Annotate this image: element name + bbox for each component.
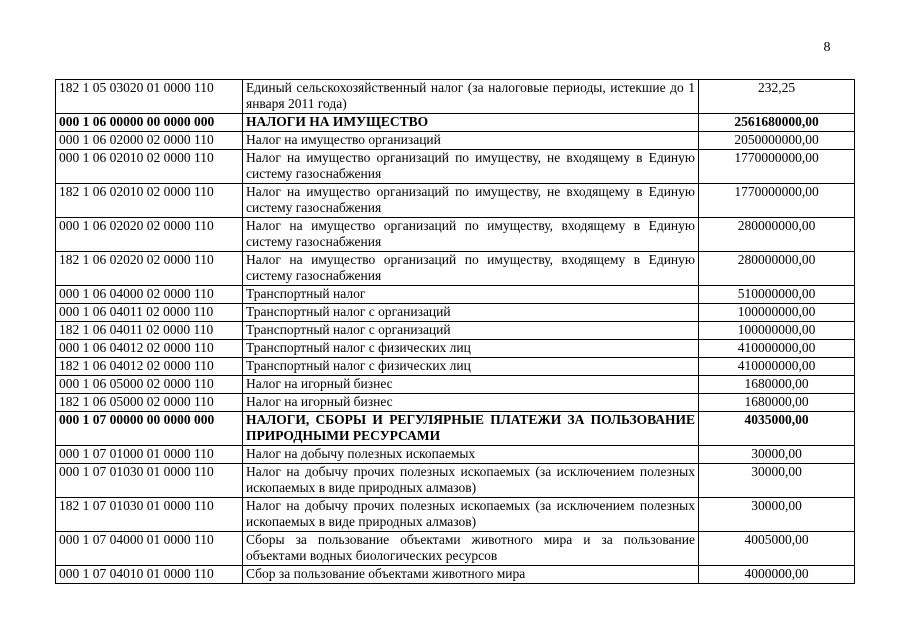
budget-table bbox=[55, 79, 855, 584]
table-row bbox=[56, 532, 855, 566]
amount-cell: 100000000,00 bbox=[699, 304, 855, 322]
item-name-cell: Сборы за пользование объектами животного мира и за пользование объектами водных биологических ресурсов bbox=[243, 532, 699, 566]
item-name-cell: Транспортный налог с физических лиц bbox=[243, 358, 699, 376]
amount-cell: 4005000,00 bbox=[699, 532, 855, 566]
table-row bbox=[56, 304, 855, 322]
amount-cell: 510000000,00 bbox=[699, 286, 855, 304]
amount-cell: 232,25 bbox=[699, 80, 855, 114]
budget-code-cell: 000 1 06 02000 02 0000 110 bbox=[56, 132, 243, 150]
table-row bbox=[56, 286, 855, 304]
amount-cell: 4000000,00 bbox=[699, 566, 855, 584]
amount-cell: 30000,00 bbox=[699, 446, 855, 464]
budget-code-cell: 182 1 06 05000 02 0000 110 bbox=[56, 394, 243, 412]
budget-code-cell: 000 1 06 02020 02 0000 110 bbox=[56, 218, 243, 252]
table-row bbox=[56, 412, 855, 446]
budget-code-cell: 182 1 07 01030 01 0000 110 bbox=[56, 498, 243, 532]
amount-cell: 410000000,00 bbox=[699, 358, 855, 376]
item-name-cell: Транспортный налог с организаций bbox=[243, 322, 699, 340]
table-row bbox=[56, 322, 855, 340]
amount-cell: 1680000,00 bbox=[699, 394, 855, 412]
budget-code-cell: 000 1 07 01000 01 0000 110 bbox=[56, 446, 243, 464]
item-name-cell: Налог на добычу полезных ископаемых bbox=[243, 446, 699, 464]
budget-code-cell: 182 1 06 04011 02 0000 110 bbox=[56, 322, 243, 340]
amount-cell: 2050000000,00 bbox=[699, 132, 855, 150]
table-row bbox=[56, 132, 855, 150]
budget-code-cell: 000 1 07 00000 00 0000 000 bbox=[56, 412, 243, 446]
amount-cell: 410000000,00 bbox=[699, 340, 855, 358]
item-name-cell: Единый сельскохозяйственный налог (за налоговые периоды, истекшие до 1 января 2011 года) bbox=[243, 80, 699, 114]
item-name-cell: Налог на имущество организаций по имуществу, не входящему в Единую систему газоснабжения bbox=[243, 150, 699, 184]
table-row bbox=[56, 184, 855, 218]
table-row bbox=[56, 114, 855, 132]
item-name-cell: Налог на имущество организаций по имуществу, входящему в Единую систему газоснабжения bbox=[243, 218, 699, 252]
budget-table-body bbox=[56, 80, 855, 584]
item-name-cell: Налог на имущество организаций bbox=[243, 132, 699, 150]
budget-code-cell: 000 1 06 00000 00 0000 000 bbox=[56, 114, 243, 132]
budget-code-cell: 182 1 06 04012 02 0000 110 bbox=[56, 358, 243, 376]
budget-code-cell: 182 1 05 03020 01 0000 110 bbox=[56, 80, 243, 114]
page-number: 8 bbox=[823, 40, 831, 55]
table-row bbox=[56, 446, 855, 464]
budget-code-cell: 000 1 07 04000 01 0000 110 bbox=[56, 532, 243, 566]
budget-code-cell: 000 1 06 02010 02 0000 110 bbox=[56, 150, 243, 184]
item-name-cell: Налог на имущество организаций по имуществу, не входящему в Единую систему газоснабжения bbox=[243, 184, 699, 218]
budget-code-cell: 182 1 06 02010 02 0000 110 bbox=[56, 184, 243, 218]
budget-code-cell: 000 1 06 05000 02 0000 110 bbox=[56, 376, 243, 394]
amount-cell: 1770000000,00 bbox=[699, 184, 855, 218]
budget-code-cell: 182 1 06 02020 02 0000 110 bbox=[56, 252, 243, 286]
amount-cell: 30000,00 bbox=[699, 498, 855, 532]
amount-cell: 2561680000,00 bbox=[699, 114, 855, 132]
budget-code-cell: 000 1 07 04010 01 0000 110 bbox=[56, 566, 243, 584]
table-row bbox=[56, 150, 855, 184]
table-row bbox=[56, 252, 855, 286]
table-row bbox=[56, 566, 855, 584]
amount-cell: 4035000,00 bbox=[699, 412, 855, 446]
item-name-cell: Налог на добычу прочих полезных ископаемых (за исключением полезных ископаемых в виде природных алмазов) bbox=[243, 464, 699, 498]
table-row bbox=[56, 498, 855, 532]
item-name-cell: Налог на имущество организаций по имуществу, входящему в Единую систему газоснабжения bbox=[243, 252, 699, 286]
budget-code-cell: 000 1 06 04011 02 0000 110 bbox=[56, 304, 243, 322]
table-row bbox=[56, 80, 855, 114]
amount-cell: 30000,00 bbox=[699, 464, 855, 498]
table-row bbox=[56, 358, 855, 376]
item-name-cell: Сбор за пользование объектами животного мира bbox=[243, 566, 699, 584]
item-name-cell: НАЛОГИ НА ИМУЩЕСТВО bbox=[243, 114, 699, 132]
amount-cell: 100000000,00 bbox=[699, 322, 855, 340]
item-name-cell: Налог на игорный бизнес bbox=[243, 394, 699, 412]
amount-cell: 280000000,00 bbox=[699, 218, 855, 252]
item-name-cell: Транспортный налог с организаций bbox=[243, 304, 699, 322]
item-name-cell: Транспортный налог bbox=[243, 286, 699, 304]
budget-code-cell: 000 1 06 04000 02 0000 110 bbox=[56, 286, 243, 304]
item-name-cell: Налог на добычу прочих полезных ископаемых (за исключением полезных ископаемых в виде природных алмазов) bbox=[243, 498, 699, 532]
table-row bbox=[56, 394, 855, 412]
item-name-cell: НАЛОГИ, СБОРЫ И РЕГУЛЯРНЫЕ ПЛАТЕЖИ ЗА ПОЛЬЗОВАНИЕ ПРИРОДНЫМИ РЕСУРСАМИ bbox=[243, 412, 699, 446]
amount-cell: 280000000,00 bbox=[699, 252, 855, 286]
budget-code-cell: 000 1 07 01030 01 0000 110 bbox=[56, 464, 243, 498]
item-name-cell: Налог на игорный бизнес bbox=[243, 376, 699, 394]
amount-cell: 1680000,00 bbox=[699, 376, 855, 394]
table-row bbox=[56, 218, 855, 252]
amount-cell: 1770000000,00 bbox=[699, 150, 855, 184]
table-row bbox=[56, 376, 855, 394]
table-row bbox=[56, 464, 855, 498]
budget-code-cell: 000 1 06 04012 02 0000 110 bbox=[56, 340, 243, 358]
item-name-cell: Транспортный налог с физических лиц bbox=[243, 340, 699, 358]
table-row bbox=[56, 340, 855, 358]
